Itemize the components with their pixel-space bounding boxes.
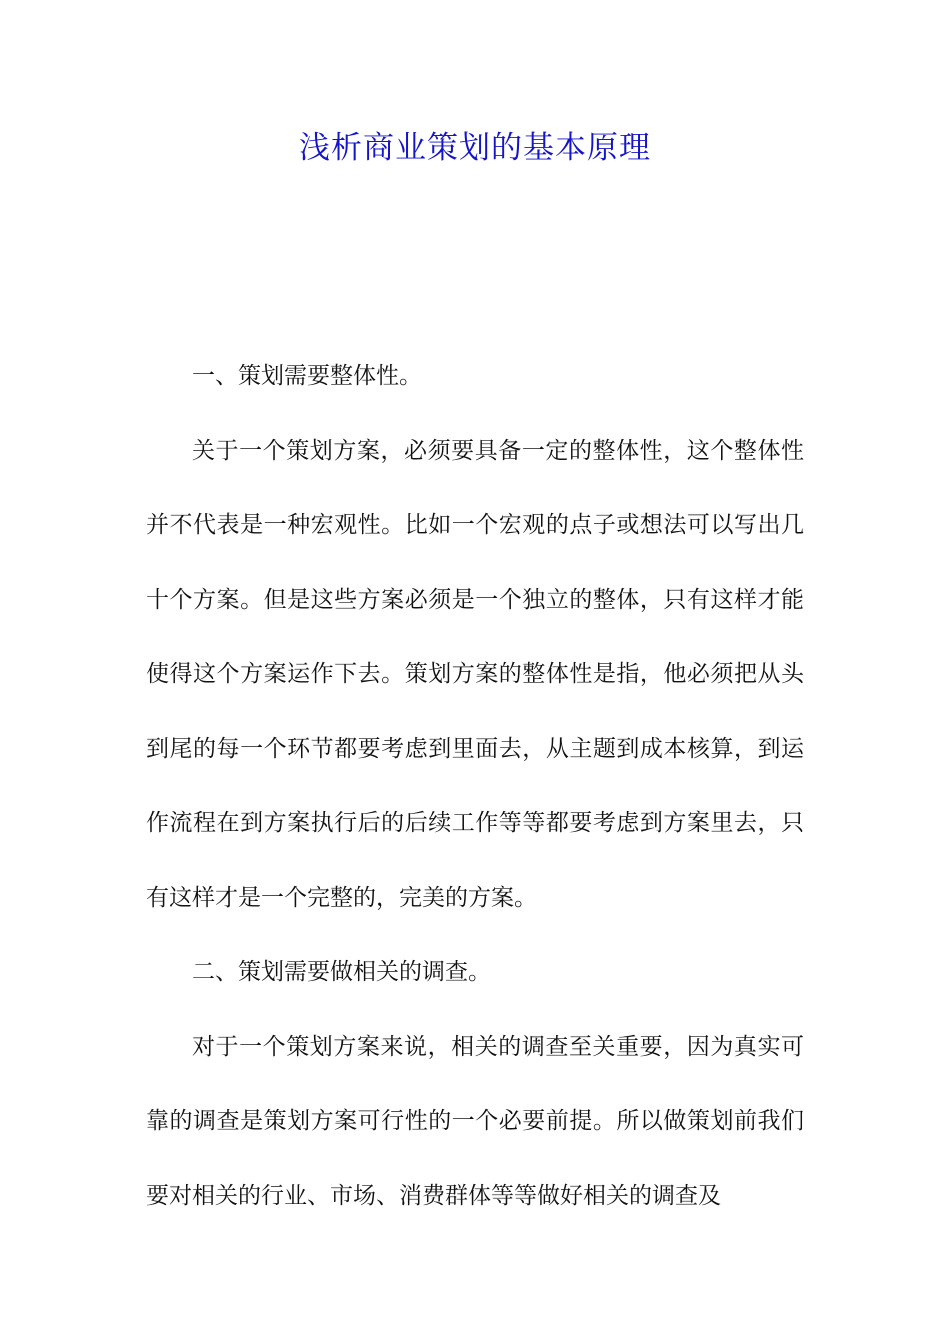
- document-body: [146, 339, 804, 1233]
- document-title: 浅析商业策划的基本原理: [299, 130, 651, 166]
- paragraph-1: 关于一个策划方案，必须要具备一定的整体性，这个整体性并不代表是一种宏观性。比如一个宏观的点子或想法可以写出几十个方案。但是这些方案必须是一个独立的整体，只有这样才能使得这个方案运作下去。策划方案的整体性是指，他必须把从头到尾的每一个环节都要考虑到里面去，从主题到成本核算，到运作流程在到方案执行后的后续工作等等都要考虑到方案里去，只有这样才是一个完整的，完美的方案。: [146, 437, 804, 911]
- section-heading-2: 二、策划需要做相关的调查。: [192, 959, 491, 985]
- section-heading-1: 一、策划需要整体性。: [192, 363, 422, 389]
- paragraph-2: 对于一个策划方案来说，相关的调查至关重要，因为真实可靠的调查是策划方案可行性的一个必要前提。所以做策划前我们要对相关的行业、市场、消费群体等等做好相关的调查及: [146, 1033, 804, 1209]
